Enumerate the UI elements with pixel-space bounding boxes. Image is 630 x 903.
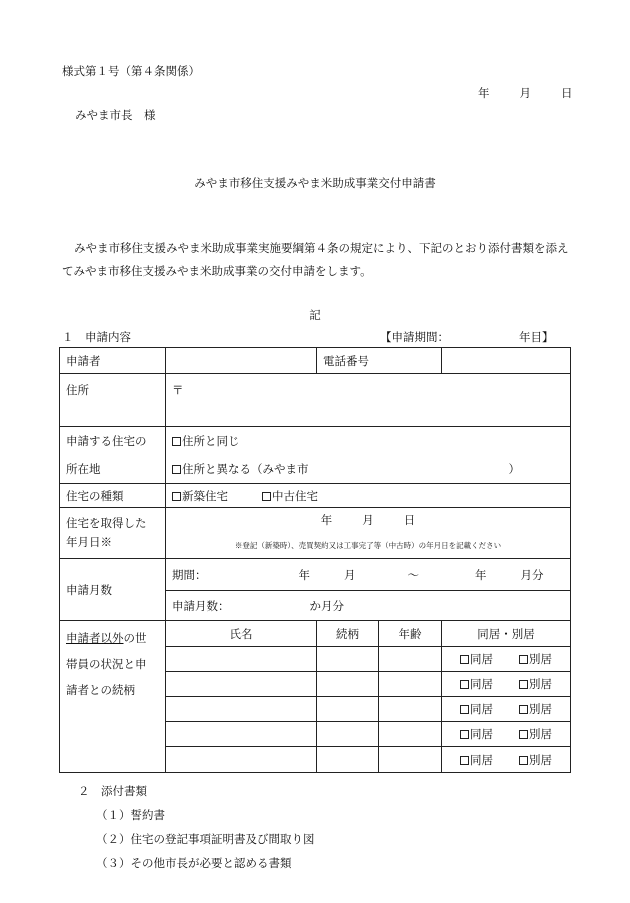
member-cohabit-options: 同居 別居 bbox=[442, 747, 571, 773]
household-header-row bbox=[60, 621, 571, 647]
document-title: みやま市移住支援みやま米助成事業交付申請書 bbox=[194, 176, 436, 190]
postal-mark: 〒 bbox=[172, 383, 184, 397]
member-age-field[interactable] bbox=[379, 697, 442, 722]
different-address-label: 住所と異なる（みやま市 bbox=[182, 462, 309, 476]
member-name-field[interactable] bbox=[166, 747, 317, 773]
period-value: 年目】 bbox=[519, 330, 554, 344]
household-label: 申請者以外の世 帯員の状況と申 請者との続柄 bbox=[60, 621, 166, 773]
member-age-field[interactable] bbox=[379, 722, 442, 747]
member-cohabit-options: 同居 別居 bbox=[442, 722, 571, 747]
date-year: 年 bbox=[478, 86, 490, 100]
addressee: みやま市長 様 bbox=[75, 108, 156, 122]
ki-heading: 記 bbox=[309, 308, 321, 322]
house-type-row bbox=[60, 484, 571, 508]
member-relation-field[interactable] bbox=[317, 697, 379, 722]
application-table bbox=[59, 347, 571, 773]
period-label: 【申請期間： bbox=[380, 330, 449, 344]
months-count-field[interactable] bbox=[166, 591, 571, 621]
applicant-name-field[interactable] bbox=[166, 348, 317, 374]
member-name-field[interactable] bbox=[166, 722, 317, 747]
applicant-row bbox=[60, 348, 571, 374]
col-relation-header: 続柄 bbox=[317, 621, 379, 647]
tilde: ～ bbox=[407, 567, 419, 582]
section1-heading: １ 申請内容 bbox=[62, 330, 131, 344]
acq-year: 年 bbox=[320, 513, 333, 527]
member-age-field[interactable] bbox=[379, 647, 442, 672]
member-relation-field[interactable] bbox=[317, 647, 379, 672]
months-count-suffix: か月分 bbox=[309, 598, 344, 613]
acquired-date-row bbox=[60, 508, 571, 559]
cohabit-checkbox[interactable] bbox=[460, 730, 469, 739]
attachment-item: （２）住宅の登記事項証明書及び間取り図 bbox=[96, 832, 315, 846]
member-relation-field[interactable] bbox=[317, 747, 379, 773]
address-label: 住所 bbox=[60, 374, 166, 427]
acquired-date-label: 住宅を取得した 年月日※ bbox=[60, 508, 166, 559]
same-address-checkbox[interactable] bbox=[172, 437, 181, 446]
member-name-field[interactable] bbox=[166, 672, 317, 697]
address-row bbox=[60, 374, 571, 427]
used-house-label: 中古住宅 bbox=[272, 488, 318, 503]
member-cohabit-options: 同居 別居 bbox=[442, 647, 571, 672]
member-cohabit-options: 同居 別居 bbox=[442, 697, 571, 722]
months-period-field[interactable]: 期間： 年 月 ～ 年 月分 bbox=[166, 559, 571, 591]
application-period bbox=[380, 329, 554, 345]
cohabit-checkbox[interactable] bbox=[460, 655, 469, 664]
house-type-options bbox=[166, 484, 571, 508]
cohabit-checkbox[interactable] bbox=[460, 705, 469, 714]
cohabit-checkbox[interactable] bbox=[460, 756, 469, 765]
member-cohabit-options: 同居 別居 bbox=[442, 672, 571, 697]
body-text: みやま市移住支援みやま米助成事業実施要綱第４条の規定により、下記のとおり添付書類を添えてみやま市移住支援みやま米助成事業の交付申請をします。 bbox=[62, 241, 569, 278]
separate-checkbox[interactable] bbox=[519, 730, 528, 739]
phone-field[interactable] bbox=[442, 348, 571, 374]
separate-checkbox[interactable] bbox=[519, 756, 528, 765]
house-type-label: 住宅の種類 bbox=[60, 484, 166, 508]
date-month: 月 bbox=[519, 86, 531, 100]
acquired-date-field[interactable] bbox=[166, 508, 571, 559]
months-label: 申請月数 bbox=[60, 559, 166, 621]
attachment-item: （３）その他市長が必要と認める書類 bbox=[96, 856, 292, 870]
member-name-field[interactable] bbox=[166, 647, 317, 672]
col-name-header: 氏名 bbox=[166, 621, 317, 647]
date-day: 日 bbox=[561, 86, 573, 100]
date-line bbox=[478, 85, 573, 101]
same-address-label: 住所と同じ bbox=[182, 434, 240, 448]
used-house-checkbox[interactable] bbox=[262, 492, 271, 501]
months-count-label: 申請月数： bbox=[172, 598, 230, 613]
house-location-options: 住所と同じ 住所と異なる（みやま市 ） bbox=[166, 427, 571, 484]
separate-checkbox[interactable] bbox=[519, 680, 528, 689]
separate-checkbox[interactable] bbox=[519, 705, 528, 714]
months-period-row bbox=[60, 559, 571, 591]
member-name-field[interactable] bbox=[166, 697, 317, 722]
applicant-label: 申請者 bbox=[60, 348, 166, 374]
attachment-item: （１）誓約書 bbox=[96, 808, 165, 822]
member-age-field[interactable] bbox=[379, 672, 442, 697]
attachments-heading: ２ 添付書類 bbox=[78, 784, 147, 798]
member-relation-field[interactable] bbox=[317, 672, 379, 697]
col-cohabit-header: 同居・別居 bbox=[442, 621, 571, 647]
acq-month: 月 bbox=[362, 513, 374, 527]
address-field[interactable] bbox=[166, 374, 571, 427]
acq-day: 日 bbox=[403, 513, 416, 527]
different-address-checkbox[interactable] bbox=[172, 465, 181, 474]
member-relation-field[interactable] bbox=[317, 722, 379, 747]
house-location-row bbox=[60, 427, 571, 484]
acquired-note: ※登記（新築時）、売買契約又は工事完了等（中古時）の年月日を記載ください bbox=[234, 541, 502, 550]
form-number: 様式第１号（第４条関係） bbox=[62, 64, 200, 78]
new-house-checkbox[interactable] bbox=[172, 492, 181, 501]
new-house-label: 新築住宅 bbox=[182, 488, 228, 503]
period-row-label: 期間： bbox=[172, 567, 207, 582]
cohabit-checkbox[interactable] bbox=[460, 680, 469, 689]
member-age-field[interactable] bbox=[379, 747, 442, 773]
col-age-header: 年齢 bbox=[379, 621, 442, 647]
separate-checkbox[interactable] bbox=[519, 655, 528, 664]
house-location-label: 申請する住宅の 所在地 bbox=[60, 427, 166, 484]
phone-label: 電話番号 bbox=[317, 348, 442, 374]
